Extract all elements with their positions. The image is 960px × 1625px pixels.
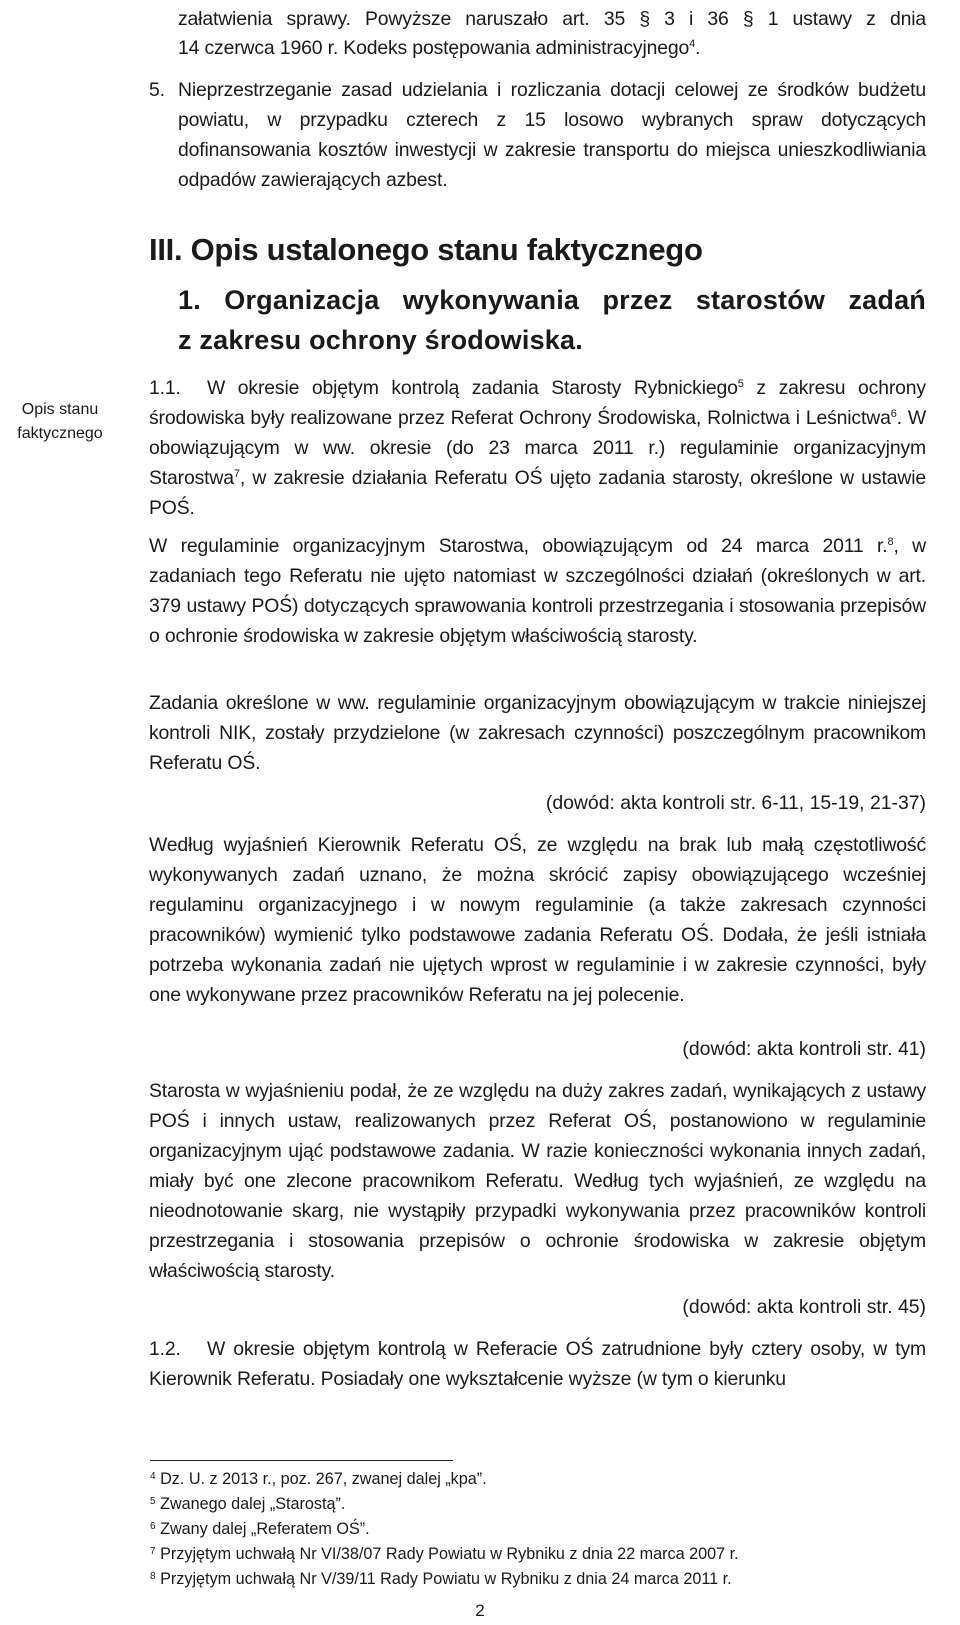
paragraph-regulamin [149, 531, 926, 651]
intro-line-2-text: 14 czerwca 1960 r. Kodeks postępowania administracyjnego [178, 37, 690, 59]
paragraph-1-2-text: W okresie objętym kontrolą w Referacie OŚ zatrudnione były cztery osoby, w tym Kierownik Referatu. Posiadały one wykształcenie wyższe (w tym o kierunku [149, 1338, 926, 1390]
footnote-7-text: Przyjętym uchwałą Nr VI/38/07 Rady Powiatu w Rybniku z dnia 22 marca 2007 r. [160, 1545, 739, 1563]
evidence-note-2: (dowód: akta kontroli str. 41) [682, 1038, 926, 1060]
footnote-ref-8[interactable]: 8 [887, 536, 894, 548]
paragraph-1-1-text-a: W okresie objętym kontrolą zadania Starosty Rybnickiego [207, 377, 738, 399]
finding-item-5-number: 5. [149, 79, 165, 101]
footnote-6-text: Zwany dalej „Referatem OŚ”. [160, 1520, 370, 1538]
intro-line-1-text: załatwienia sprawy. Powyższe naruszało art. 35 § 3 i 36 § 1 ustawy z dnia [178, 8, 926, 30]
footnote-8-text: Przyjętym uchwałą Nr V/39/11 Rady Powiatu w Rybniku z dnia 24 marca 2011 r. [160, 1570, 732, 1588]
footnote-6-number: 6 [150, 1521, 156, 1532]
paragraph-1-2 [149, 1334, 926, 1394]
footnote-ref-7[interactable]: 7 [233, 468, 240, 480]
intro-line-2-end: . [695, 37, 701, 59]
paragraph-1-1 [149, 373, 926, 523]
footnote-ref-4[interactable]: 4 [689, 38, 696, 50]
footnote-4-number: 4 [150, 1471, 156, 1482]
footnote-5 [150, 1493, 345, 1516]
footnote-8 [150, 1568, 732, 1591]
paragraph-1-1-number: 1.1. [149, 377, 181, 399]
evidence-note-3: (dowód: akta kontroli str. 45) [682, 1296, 926, 1318]
footnote-5-text: Zwanego dalej „Starostą”. [160, 1495, 346, 1513]
page-number: 2 [475, 1601, 485, 1620]
intro-line-1 [178, 4, 926, 34]
section-heading: III. Opis ustalonego stanu faktycznego [149, 232, 703, 267]
footnote-5-number: 5 [150, 1496, 156, 1507]
paragraph-regulamin-text-a: W regulaminie organizacyjnym Starostwa, obowiązującym od 24 marca 2011 r. [149, 535, 888, 557]
footnote-6 [150, 1518, 370, 1541]
footnote-4 [150, 1468, 487, 1491]
margin-note-line-1: Opis stanu [21, 401, 99, 418]
intro-line-2 [178, 33, 926, 63]
footnote-7-number: 7 [150, 1546, 156, 1557]
evidence-note-1: (dowód: akta kontroli str. 6-11, 15-19, 21-37) [545, 792, 926, 814]
subsection-heading-line-1: 1. Organizacja wykonywania przez starostów zadań [178, 285, 926, 315]
footnote-7 [150, 1543, 739, 1566]
paragraph-1-1-text-d: , w zakresie działania Referatu OŚ ujęto zadania starosty, określone w ustawie POŚ. [149, 467, 926, 519]
footnote-ref-5[interactable]: 5 [737, 378, 744, 390]
paragraph-1-2-number: 1.2. [149, 1338, 181, 1360]
margin-note-line-2: faktycznego [17, 425, 103, 442]
margin-note [8, 398, 112, 446]
paragraph-zadania: Zadania określone w ww. regulaminie organizacyjnym obowiązującym w trakcie niniejszej kontroli NIK, zostały przydzielone (w zakresach czynności) poszczególnym pracownikom Referatu OŚ. [149, 692, 926, 774]
paragraph-1-1-text-b: z zakresu ochrony środowiska były realizowane przez Referat Ochrony Środowiska, Rolnictwa i Leśnictwa [149, 377, 926, 429]
subsection-heading-line-2: z zakresu ochrony środowiska. [178, 325, 583, 355]
paragraph-1-1-text-c: . W obowiązującym w ww. okresie (do 23 marca 2011 r.) regulaminie organizacyjnym Starostwa [149, 407, 926, 489]
paragraph-regulamin-text-b: , w zadaniach tego Referatu nie ujęto natomiast w szczególności działań (określonych w art. 379 ustawy POŚ) dotyczących sprawowania kontroli przestrzegania i stosowania przepisów o ochronie środowiska w zakresie objętym właściwością starosty. [149, 535, 927, 647]
footnote-4-text: Dz. U. z 2013 r., poz. 267, zwanej dalej „kpa”. [160, 1470, 487, 1488]
finding-item-5-text: Nieprzestrzeganie zasad udzielania i rozliczania dotacji celowej ze środków budżetu powiatu, w przypadku czterech z 15 losowo wybranych spraw dotyczących dofinansowania kosztów inwestycji w zakresie transportu do miejsca unieszkodliwiania odpadów zawierających azbest. [178, 79, 926, 191]
footnote-separator [150, 1460, 453, 1461]
paragraph-wyjasnienia-kierownik: Według wyjaśnień Kierownik Referatu OŚ, ze względu na brak lub małą częstotliwość wykonywanych zadań uznano, że można skrócić zapisy obowiązującego wcześniej regulaminu organizacyjnego i w nowym regulaminie (a także zakresach czynności pracowników) wymienić tylko podstawowe zadania Referatu OŚ. Dodała, że jeśli istniała potrzeba wykonania zadań nie ujętych wprost w regulaminie i w zakresie czynności, były one wykonywane przez pracowników Referatu na jej polecenie. [149, 834, 926, 1006]
footnote-8-number: 8 [150, 1571, 156, 1582]
footnote-ref-6[interactable]: 6 [890, 408, 897, 420]
paragraph-wyjasnienia-starosta: Starosta w wyjaśnieniu podał, że ze względu na duży zakres zadań, wynikających z ustawy POŚ i innych ustaw, realizowanych przez Referat OŚ, postanowiono w regulaminie organizacyjnym ująć podstawowe zadania. W razie konieczności wykonania innych zadań, miały być one zlecone pracownikom Referatu. Według tych wyjaśnień, ze względu na nieodnotowanie skarg, nie wystąpiły przypadki wykonywania przez pracowników kontroli przestrzegania i stosowania przepisów o ochronie środowiska w zakresie objętym właściwością starosty. [149, 1080, 926, 1282]
